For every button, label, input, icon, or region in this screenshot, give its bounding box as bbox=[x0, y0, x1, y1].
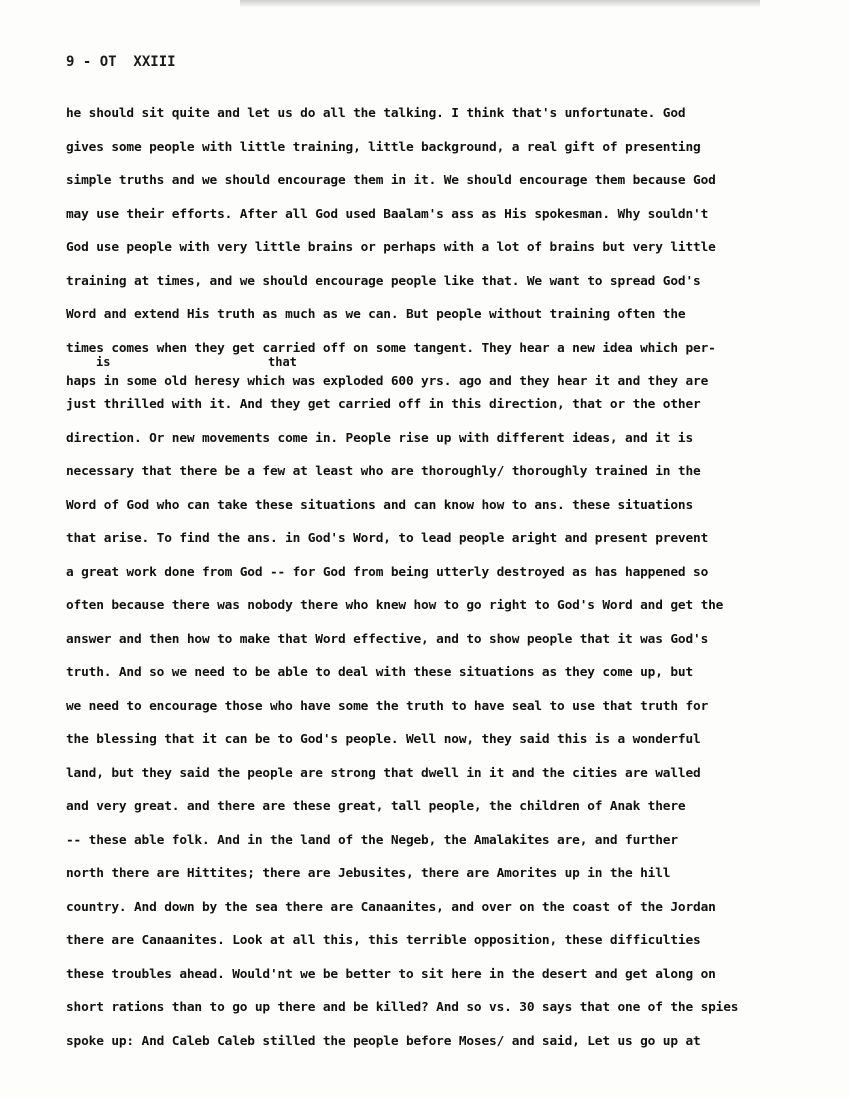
text-line-6: training at times, and we should encourage people like that. We want to spread God's bbox=[66, 273, 701, 289]
text-line-10: just thrilled with it. And they get carried off in this direction, that or the other bbox=[66, 397, 701, 412]
text-line-4: may use their efforts. After all God used Baalam's ass as His spokesman. Why souldn't bbox=[66, 206, 709, 222]
text-line-14: that arise. To find the ans. in God's Word, to lead people aright and present prevent bbox=[66, 531, 709, 546]
text-line-22: and very great. and there are these great, tall people, the children of Anak there bbox=[66, 799, 686, 814]
text-line-28: short rations than to go up there and be killed? And so vs. 30 says that one of the spies bbox=[66, 1000, 739, 1015]
text-line-21: land, but they said the people are strong that dwell in it and the cities are walled bbox=[66, 765, 701, 781]
insertion-that: that bbox=[268, 355, 297, 369]
text-line-1: he should sit quite and let us do all the talking. I think that's unfortunate. God bbox=[66, 106, 686, 121]
text-line-2: gives some people with little training, little background, a real gift of presenting bbox=[66, 139, 701, 155]
text-line-24: north there are Hittites; there are Jebusites, there are Amorites up in the hill bbox=[66, 866, 671, 881]
text-line-13: Word of God who can take these situations and can know how to ans. these situations bbox=[66, 497, 694, 513]
text-line-19: we need to encourage those who have some the truth to have seal to use that truth for bbox=[66, 698, 709, 714]
text-line-18: truth. And so we need to be able to deal with these situations as they come up, but bbox=[66, 665, 694, 680]
text-line-8: times comes when they get carried off on some tangent. They hear a new idea which per- bbox=[66, 340, 716, 356]
text-line-11: direction. Or new movements come in. People rise up with different ideas, and it is bbox=[66, 430, 694, 446]
text-line-7: Word and extend His truth as much as we can. But people without training often the bbox=[66, 307, 686, 322]
text-line-25: country. And down by the sea there are Canaanites, and over on the coast of the Jordan bbox=[66, 899, 716, 915]
text-line-12: necessary that there be a few at least who are thoroughly/ thoroughly trained in the bbox=[66, 464, 701, 479]
text-line-26: there are Canaanites. Look at all this, this terrible opposition, these difficulties bbox=[66, 933, 701, 948]
body-text bbox=[66, 104, 826, 1065]
text-line-15: a great work done from God -- for God from being utterly destroyed as has happened so bbox=[66, 564, 709, 580]
text-line-23: -- these able folk. And in the land of the Negeb, the Amalakites are, and further bbox=[66, 832, 678, 848]
text-line-5: God use people with very little brains or perhaps with a lot of brains but very little bbox=[66, 240, 716, 255]
page-header: 9 - OT XXIII bbox=[66, 54, 176, 70]
text-line-16: often because there was nobody there who knew how to go right to God's Word and get the bbox=[66, 598, 724, 613]
text-line-27: these troubles ahead. Would'nt we be better to sit here in the desert and get along on bbox=[66, 966, 716, 982]
scan-shadow bbox=[240, 0, 760, 8]
text-line-3: simple truths and we should encourage them in it. We should encourage them because God bbox=[66, 173, 716, 188]
text-line-17: answer and then how to make that Word effective, and to show people that it was God's bbox=[66, 631, 709, 647]
text-line-9: haps in some old heresy which was exploded 600 yrs. ago and they hear it and they are bbox=[66, 374, 709, 389]
insertion-is: is bbox=[96, 355, 111, 369]
text-line-20: the blessing that it can be to God's people. Well now, they said this is a wonderful bbox=[66, 732, 701, 747]
text-line-29: spoke up: And Caleb Caleb stilled the people before Moses/ and said, Let us go up at bbox=[66, 1033, 701, 1049]
